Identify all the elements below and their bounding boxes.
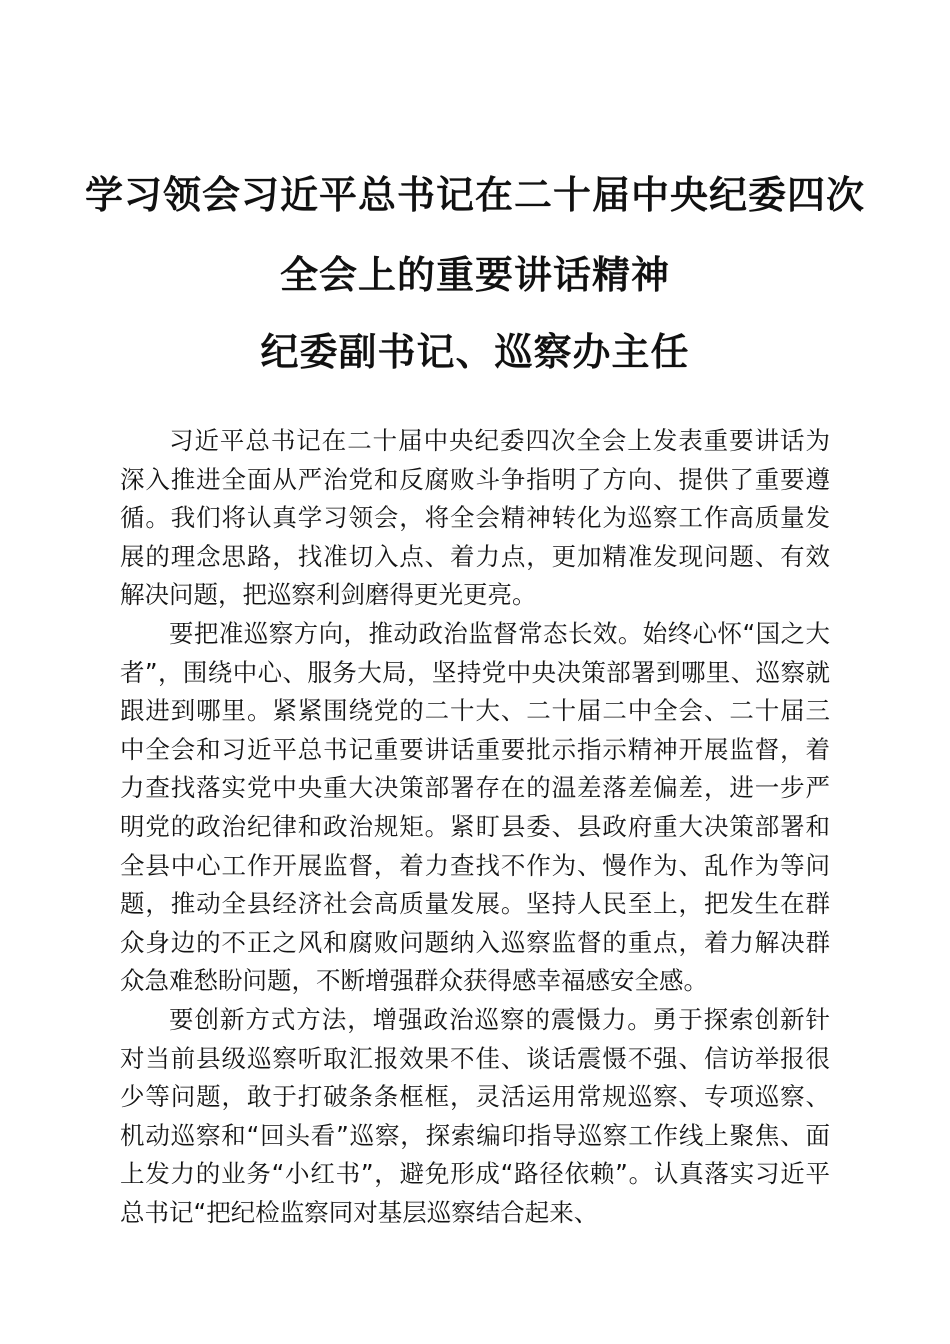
document-body <box>120 422 830 1232</box>
document-title-line-1: 学习领会习近平总书记在二十届中央纪委四次 <box>84 172 865 217</box>
document-title-line-2: 全会上的重要讲话精神 <box>279 252 670 297</box>
document-subtitle: 纪委副书记、巡察办主任 <box>260 329 690 374</box>
document-title-block <box>0 168 950 405</box>
body-paragraph-1: 习近平总书记在二十届中央纪委四次全会上发表重要讲话为深入推进全面从严治党和反腐败斗争指明了方向、提供了重要遵循。我们将认真学习领会，将全会精神转化为巡察工作高质量发展的理念思路，找准切入点、着力点，更加精准发现问题、有效解决问题，把巡察利剑磨得更光更亮。 <box>120 426 830 610</box>
body-paragraph-3: 要创新方式方法，增强政治巡察的震慑力。勇于探索创新针对当前县级巡察听取汇报效果不佳、谈话震慑不强、信访举报很少等问题，敢于打破条条框框，灵活运用常规巡察、专项巡察、机动巡察和“回头看”巡察，探索编印指导巡察工作线上聚焦、面上发力的业务“小红书”，避免形成“路径依赖”。认真落实习近平总书记“把纪检监察同对基层巡察结合起来、 <box>120 1004 830 1227</box>
body-paragraph-2: 要把准巡察方向，推动政治监督常态长效。始终心怀“国之大者”，围绕中心、服务大局，坚持党中央决策部署到哪里、巡察就跟进到哪里。紧紧围绕党的二十大、二十届二中全会、二十届三中全会和习近平总书记重要讲话重要批示指示精神开展监督，着力查找落实党中央重大决策部署存在的温差落差偏差，进一步严明党的政治纪律和政治规矩。紧盯县委、县政府重大决策部署和全县中心工作开展监督，着力查找不作为、慢作为、乱作为等问题，推动全县经济社会高质量发展。坚持人民至上，把发生在群众身边的不正之风和腐败问题纳入巡察监督的重点，着力解决群众急难愁盼问题，不断增强群众获得感幸福感安全感。 <box>120 618 830 996</box>
